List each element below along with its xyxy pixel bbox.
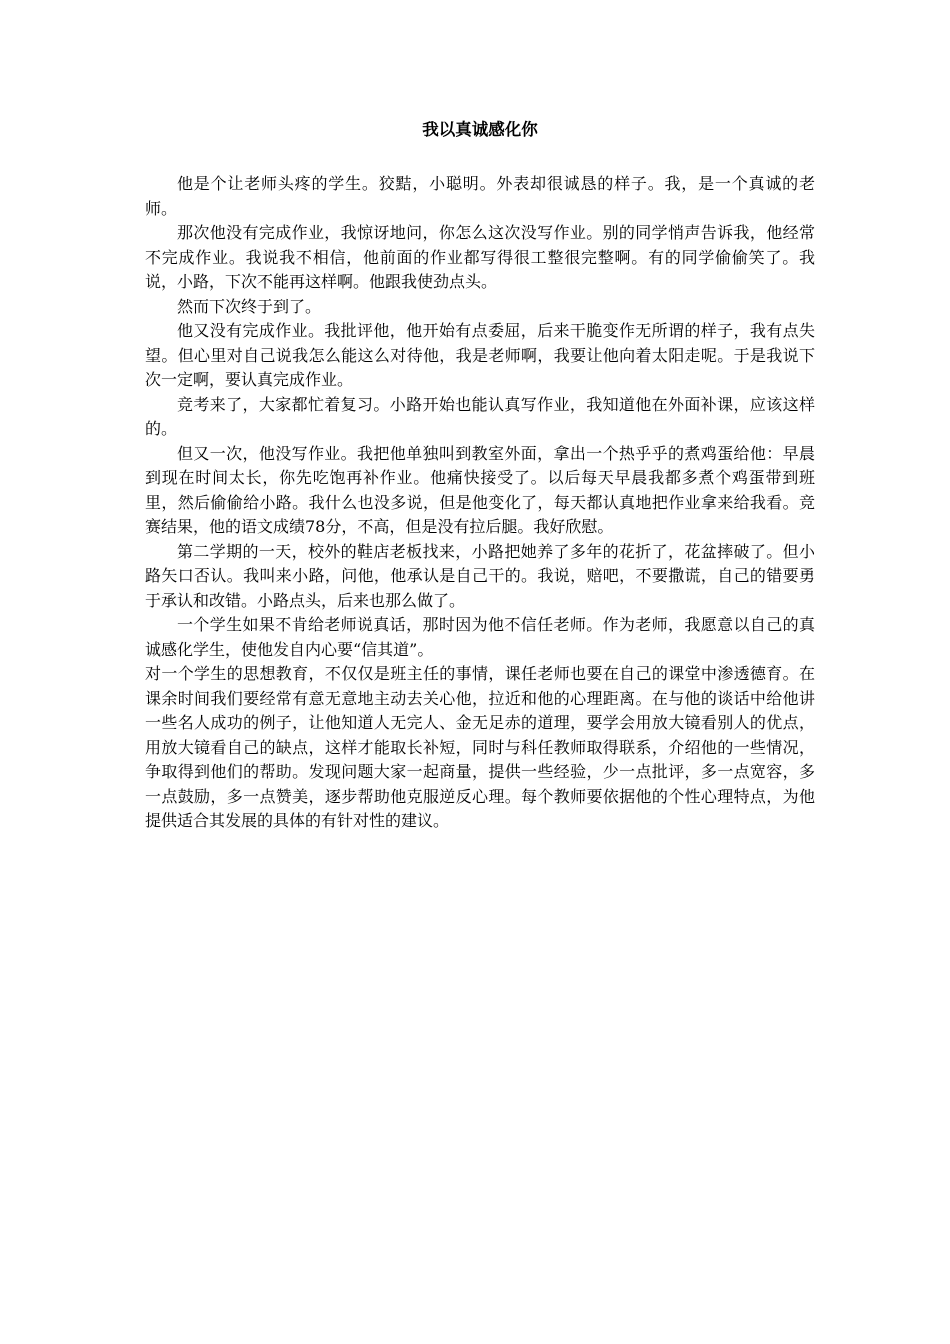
paragraph-5: 竞考来了，大家都忙着复习。小路开始也能认真写作业，我知道他在外面补课，应该这样的。 bbox=[145, 394, 815, 438]
document-page bbox=[145, 118, 815, 834]
paragraph-1: 他是个让老师头疼的学生。狡黠，小聪明。外表却很诚恳的样子。我，是一个真诚的老师。 bbox=[145, 174, 815, 218]
paragraph-3: 然而下次终于到了。 bbox=[177, 296, 322, 316]
paragraph-4: 他又没有完成作业。我批评他，他开始有点委屈，后来干脆变作无所谓的样子，我有点失望。但心里对自己说我怎么能这么对待他，我是老师啊，我要让他向着太阳走呢。于是我说下次一定啊，要认真完成作业。 bbox=[145, 321, 815, 389]
paragraph-8: 一个学生如果不肯给老师说真话，那时因为他不信任老师。作为老师，我愿意以自己的真诚感化学生，使他发自内心要“信其道”。 bbox=[145, 615, 815, 659]
closing-paragraph: 对一个学生的思想教育，不仅仅是班主任的事情，课任老师也要在自己的课堂中渗透德育。在课余时间我们要经常有意无意地主动去关心他，拉近和他的心理距离。在与他的谈话中给他讲一些名人成功的例子，让他知道人无完人、金无足赤的道理，要学会用放大镜看别人的优点，用放大镜看自己的缺点，这样才能取长补短，同时与科任教师取得联系，介绍他的一些情况，争取得到他们的帮助。发现问题大家一起商量，提供一些经验，少一点批评，多一点宽容，多一点鼓励，多一点赞美，逐步帮助他克服逆反心理。每个教师要依据他的个性心理特点，为他提供适合其发展的具体的有针对性的建议。 bbox=[145, 664, 815, 830]
paragraph-2: 那次他没有完成作业，我惊讶地问，你怎么这次没写作业。别的同学悄声告诉我，他经常不完成作业。我说我不相信，他前面的作业都写得很工整很完整啊。有的同学偷偷笑了。我说，小路，下次不能再这样啊。他跟我使劲点头。 bbox=[145, 223, 815, 291]
paragraph-6: 但又一次，他没写作业。我把他单独叫到教室外面，拿出一个热乎乎的煮鸡蛋给他：早晨到现在时间太长，你先吃饱再补作业。他痛快接受了。以后每天早晨我都多煮个鸡蛋带到班里，然后偷偷给小路。我什么也没多说，但是他变化了，每天都认真地把作业拿来给我看。竞赛结果，他的语文成绩78分，不高，但是没有拉后腿。我好欣慰。 bbox=[145, 443, 815, 536]
document-title: 我以真诚感化你 bbox=[422, 120, 538, 139]
paragraph-7: 第二学期的一天，校外的鞋店老板找来，小路把她养了多年的花折了，花盆摔破了。但小路矢口否认。我叫来小路，问他，他承认是自己干的。我说，赔吧，不要撒谎，自己的错要勇于承认和改错。小路点头，后来也那么做了。 bbox=[145, 541, 815, 610]
